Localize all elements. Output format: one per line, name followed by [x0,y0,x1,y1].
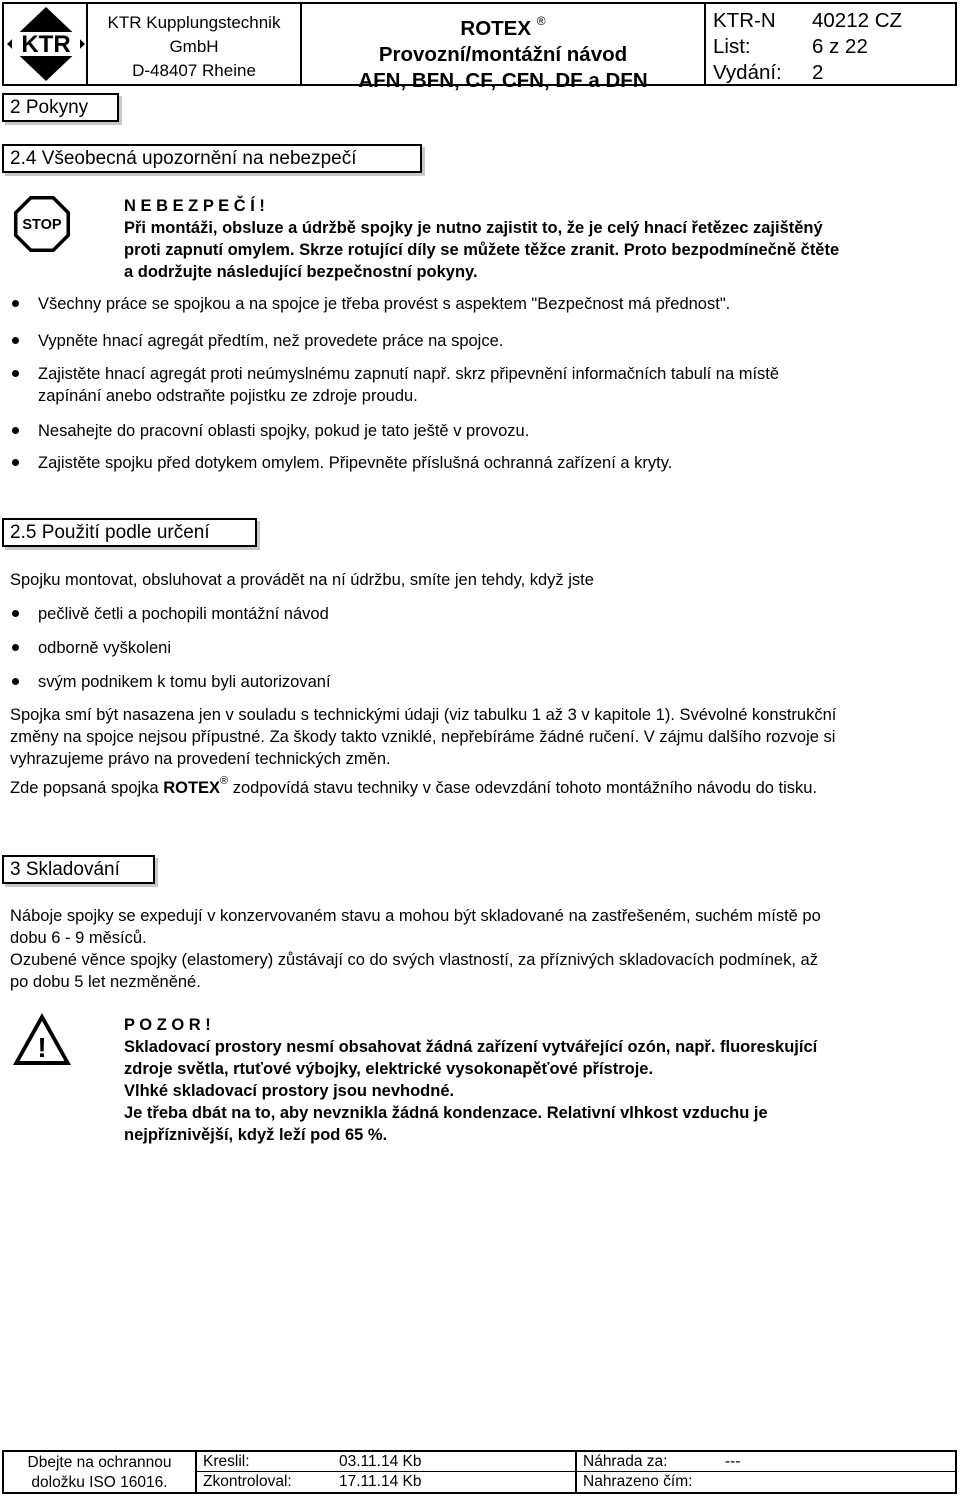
company-line: KTR Kupplungstechnik [107,13,281,32]
registered-mark: ® [536,14,546,28]
warning-icon-label: ! [37,1032,47,1063]
bullet-icon [12,300,19,307]
caution-line: nejpříznivější, když leží pod 65 %. [124,1126,388,1144]
approval-block [197,1452,577,1492]
list-item-text: zapínání anebo odstraňte pojistku ze zdroje proudu. [38,387,418,405]
list-item [38,363,938,407]
paragraph-line: Ozubené věnce spojky (elastomery) zůstávají co do svých vlastností, za příznivých skladovacích podmínek, až [10,951,818,969]
ref-key: KTR-N [713,9,776,32]
paragraph-line: změny na spojce nejsou přípustné. Za škody takto vzniklé, nepřebíráme žádné ručení. V zájmu dalšího rozvoje si [10,728,836,746]
warning-triangle-icon [10,1010,74,1068]
iso-note-line: Dbejte na ochrannou [27,1454,172,1471]
list-item [38,452,938,474]
section-2-5-paragraph [10,704,955,799]
list-item: pečlivě četli a pochopili montážní návod [38,605,329,623]
danger-notice [124,195,954,283]
replacement-block [577,1452,957,1492]
ref-value: 2 [812,61,824,84]
list-item [38,293,938,315]
product-title-block [302,4,706,92]
doc-title: Provozní/montážní návod [378,43,628,66]
stop-sign-label: STOP [22,217,62,233]
ref-value: 6 z 22 [812,35,868,58]
checked-label: Zkontroloval: [203,1473,292,1490]
bullet-icon [12,370,19,377]
caution-heading: P O Z O R ! [124,1016,211,1034]
storage-paragraph [10,905,955,993]
iso-note-line: doložku ISO 16016. [31,1474,168,1491]
bullet-icon [12,610,19,617]
registered-mark: ® [220,775,229,787]
drawn-label: Kreslil: [203,1453,250,1470]
section-2-5-heading [2,518,257,547]
ref-key: Vydání: [713,61,782,84]
chapter-title: 2 Pokyny [10,97,89,118]
iso-note [4,1452,197,1492]
paragraph-line: dobu 6 - 9 měsíců. [10,929,147,947]
company-line: D-48407 Rheine [132,61,256,80]
chapter-3-heading [2,855,155,884]
section-2-5-intro: Spojku montovat, obsluhovat a provádět na ní údržbu, smíte jen tehdy, když jste [10,571,594,589]
text-run: Zde popsaná spojka [10,779,164,797]
document-footer [2,1450,957,1494]
ref-key: List: [713,35,751,58]
brand-name: ROTEX [163,779,221,797]
list-item-text: Zajistěte hnací agregát proti neúmyslnému zapnutí např. skrz připevnění informačních tabulí na místě [38,365,780,383]
paragraph-line [10,770,955,799]
document-header [2,2,957,92]
paragraph-line: Náboje spojky se expedují v konzervovaném stavu a mohou být skladované na zastřešeném, suchém místě po [10,907,821,925]
company-address [88,4,302,84]
drawn-value: 03.11.14 Kb [339,1453,422,1470]
list-item-text: Všechny práce se spojkou a na spojce je třeba provést s aspektem "Bezpečnost má přednost". [38,295,731,313]
bullet-icon [12,337,19,344]
bullet-icon [12,644,19,651]
ktr-logo-icon [4,4,88,84]
paragraph-line: Spojka smí být nasazena jen v souladu s technickými údaji (viz tabulku 1 až 3 v kapitole 1). Svévolné konstrukční [10,706,837,724]
bullet-icon [12,459,19,466]
product-name: ROTEX [460,17,532,40]
list-item-text: Nesahejte do pracovní oblasti spojky, pokud je tato ještě v provozu. [38,422,530,440]
checked-value: 17.11.14 Kb [339,1473,422,1490]
ktr-logo [4,4,88,84]
product-models: AFN, BFN, CF, CFN, DF a DFN [358,69,648,92]
text-run: zodpovídá stavu techniky v čase odevzdání tohoto montážního návodu do tisku. [228,779,818,797]
bullet-icon [12,678,19,685]
bullet-icon [12,427,19,434]
ktr-logo-text: KTR [21,31,71,58]
document-reference [706,4,957,84]
replaced-by-label: Nahrazeno čím: [583,1473,693,1490]
section-title: 2.5 Použití podle určení [10,522,210,543]
caution-line: zdroje světla, rtuťové výbojky, elektrické vysokonapěťové přístroje. [124,1060,654,1078]
stop-sign-icon [12,194,72,254]
list-item: odborně vyškoleni [38,639,171,657]
list-item: svým podnikem k tomu byli autorizovaní [38,673,331,691]
danger-line: Při montáži, obsluze a údržbě spojky je nutno zajistit to, že je celý hnací řetězec zajištěný [124,219,823,237]
caution-notice [124,1014,954,1146]
list-item [38,330,938,352]
paragraph-line: po dobu 5 let nezměněné. [10,973,201,991]
company-line: GmbH [169,37,219,56]
danger-line: proti zapnutí omylem. Skrze rotující díly se můžete těžce zranit. Proto bezpodmínečně čtěte [124,241,840,259]
caution-line: Je třeba dbát na to, aby nevznikla žádná kondenzace. Relativní vlhkost vzduchu je [124,1104,768,1122]
list-item-text: Zajistěte spojku před dotykem omylem. Připevněte příslušná ochranná zařízení a kryty. [38,454,673,472]
paragraph-line: vyhrazujeme právo na provedení technických změn. [10,750,391,768]
ref-value: 40212 CZ [812,9,903,32]
section-2-4-heading [2,144,422,173]
list-item-text: Vypněte hnací agregát předtím, než provedete práce na spojce. [38,332,504,350]
danger-heading: N E B E Z P E Č Í ! [124,197,265,215]
replaces-value: --- [725,1453,741,1470]
danger-line: a dodržujte následující bezpečnostní pokyny. [124,263,478,281]
chapter-title: 3 Skladování [10,859,120,880]
chapter-2-heading [2,93,119,122]
caution-line: Skladovací prostory nesmí obsahovat žádná zařízení vytvářející ozón, např. fluoreskující [124,1038,818,1056]
caution-line: Vlhké skladovací prostory jsou nevhodné. [124,1082,455,1100]
section-title: 2.4 Všeobecná upozornění na nebezpečí [10,148,357,169]
list-item [38,420,938,442]
replaces-label: Náhrada za: [583,1453,668,1470]
